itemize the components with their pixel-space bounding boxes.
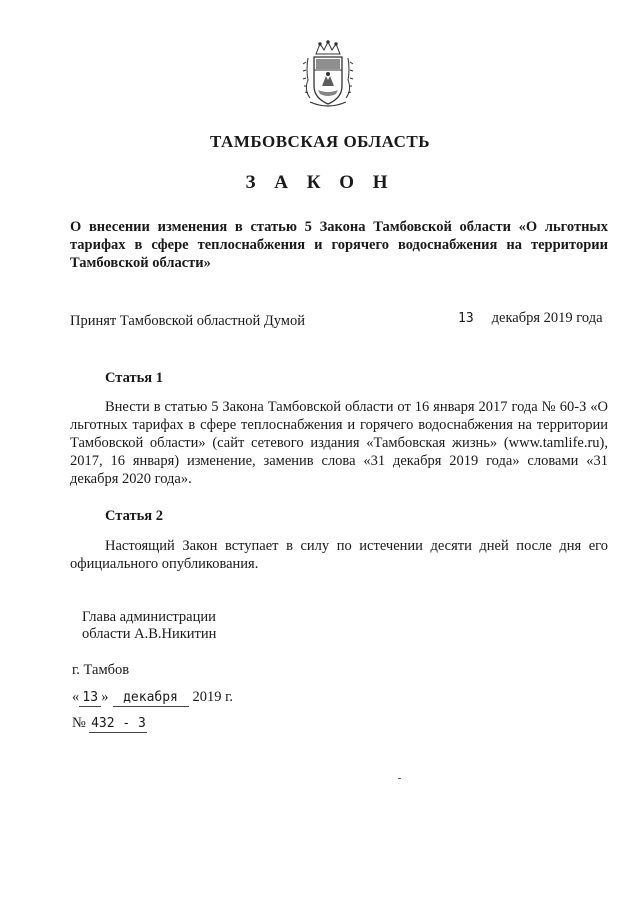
region-title: ТАМБОВСКАЯ ОБЛАСТЬ [210,132,430,151]
signature-name: области А.В.Никитин [82,626,217,642]
close-quote: » [101,689,109,705]
law-number: 432 - З [91,716,146,731]
law-number-line [72,715,147,733]
coat-of-arms-icon [300,40,356,112]
signature-block [82,609,216,643]
document-type: З А К О Н [245,172,395,193]
signing-month: декабря [113,690,189,707]
adoption-month-year: декабря 2019 года [491,310,603,326]
law-subject: О внесении изменения в статью 5 Закона Тамбовской области «О льготных тарифах в сфере теплоснабжения и горячего водоснабжения на территории Тамбовской области» [70,219,608,271]
adoption-date [458,310,603,327]
signature-title: Глава администрации [82,609,216,625]
open-quote: « [72,689,80,705]
signing-year: 2019 г. [192,689,234,705]
article-2-text: Настоящий Закон вступает в силу по истечении десяти дней после дня его официального опубликования. [70,538,608,572]
article-2-heading: Статья 2 [105,508,163,524]
number-sign: № [72,715,86,731]
article-1-heading: Статья 1 [105,370,163,386]
signing-date [72,689,233,707]
adoption-day: 13 [458,311,474,326]
scan-speck [398,778,401,779]
signing-day: 13 [79,690,101,707]
article-1-text: Внести в статью 5 Закона Тамбовской области от 16 января 2017 года № 60-З «О льготных тарифах в сфере теплоснабжения и горячего водоснабжения на территории Тамбовской области» (сайт сетевого издания «Тамбовская жизнь» (www.tamlife.ru), 2017, 16 января) изменение, заменив слова «31 декабря 2019 года» словами «31 декабря 2020 года». [70,399,608,487]
adoption-label: Принят Тамбовской областной Думой [70,313,305,329]
place-of-signing: г. Тамбов [72,662,130,678]
